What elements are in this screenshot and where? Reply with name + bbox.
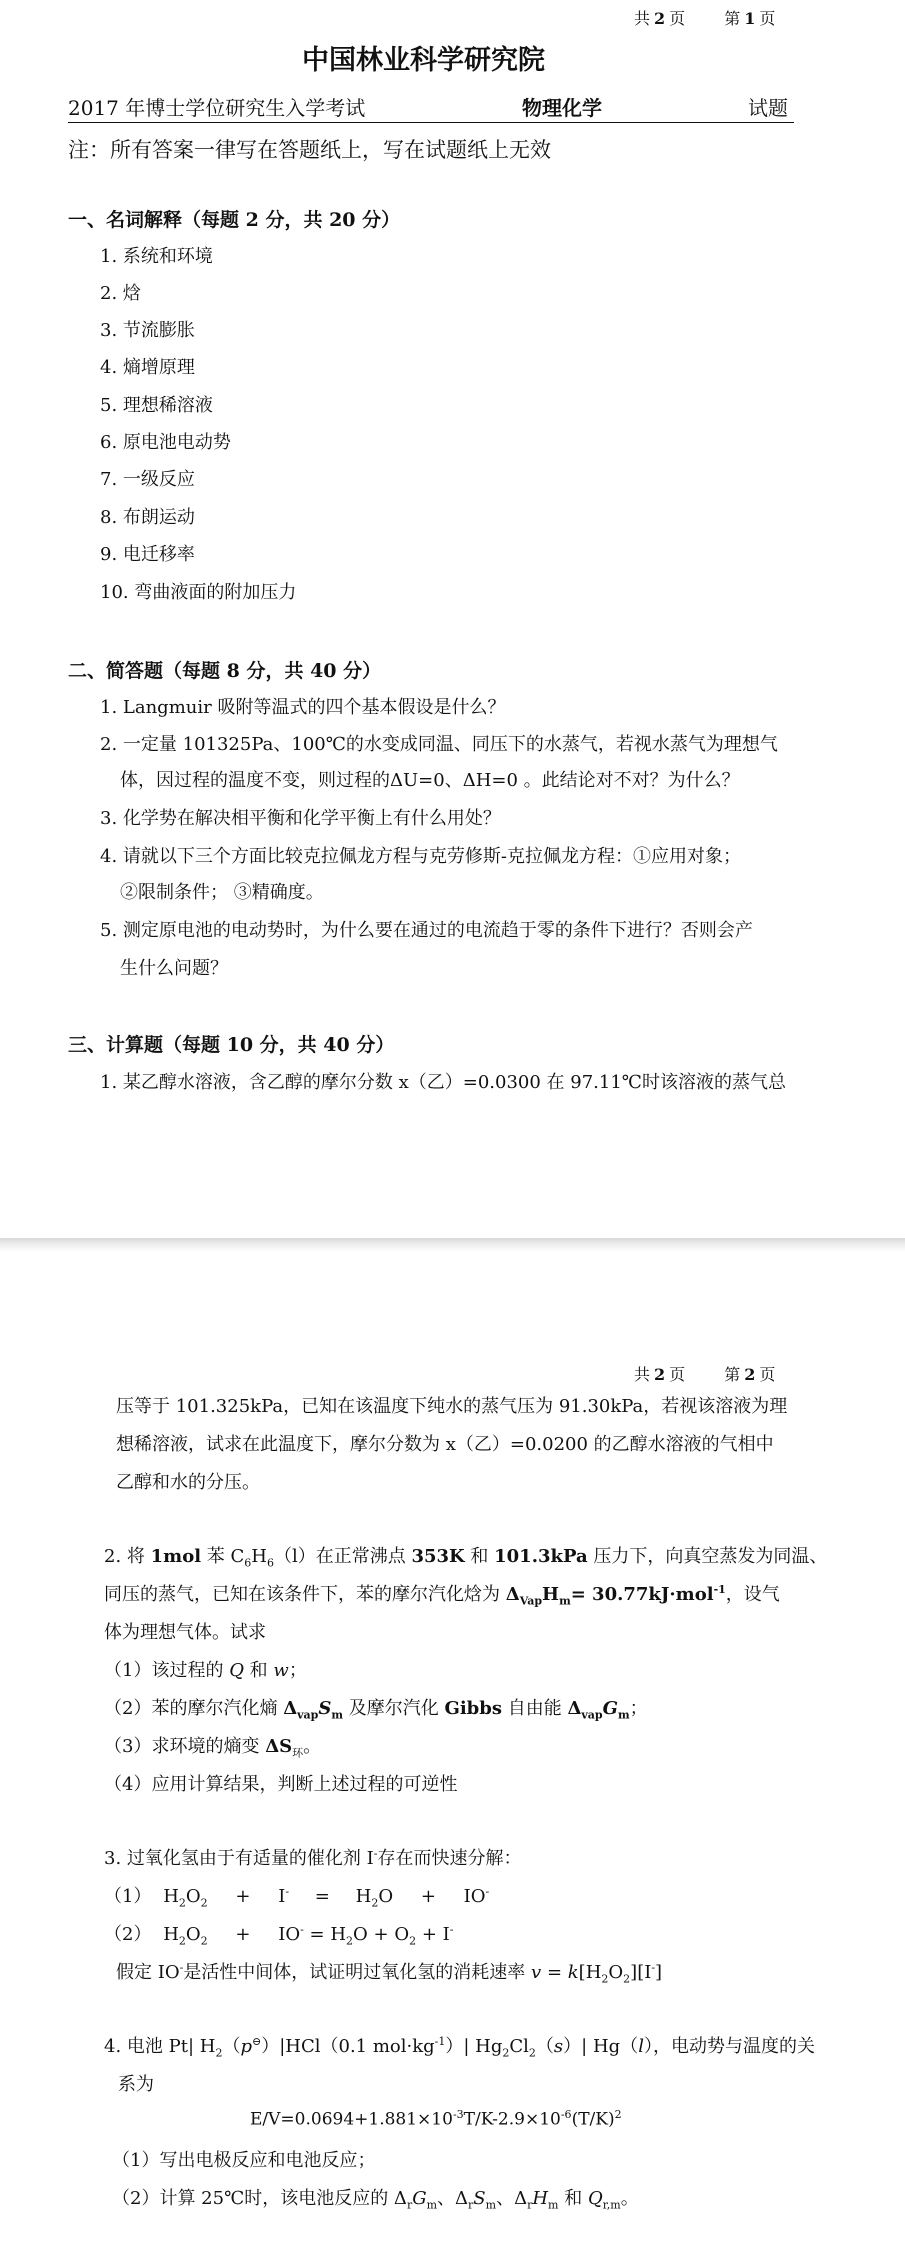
- question-line: [104, 1694, 648, 1722]
- text: O: [185, 1924, 201, 1945]
- text: = H: [303, 1924, 347, 1945]
- question-line: [112, 2184, 639, 2212]
- text: ）|HCl（0.1 mol·kg: [261, 2036, 435, 2057]
- text: 。: [620, 2188, 639, 2209]
- exam-page-2: [0, 1252, 905, 2267]
- reaction-2: [104, 1920, 453, 1948]
- text: Δ: [283, 1698, 298, 1719]
- text: S: [473, 2188, 486, 2209]
- question-line: 体为理想气体。试求: [104, 1622, 266, 1643]
- list-item: 8. 布朗运动: [100, 507, 195, 528]
- text: ；: [288, 1660, 307, 1681]
- text: 2: [623, 1972, 631, 1986]
- text: 2: [200, 1896, 208, 1910]
- text: Cl: [509, 2036, 529, 2057]
- list-item: 5. 理想稀溶液: [100, 395, 213, 416]
- text: [H: [578, 1962, 602, 1983]
- question-line: [104, 1580, 780, 1608]
- text: 页: [669, 9, 686, 28]
- text: +: [235, 1886, 251, 1907]
- text: H: [163, 1886, 179, 1907]
- question-line: 5. 测定原电池的电动势时，为什么要在通过的电流趋于零的条件下进行？否则会产: [100, 920, 753, 941]
- text: H: [355, 1886, 372, 1907]
- text: l: [638, 2036, 644, 2057]
- list-item: 3. 节流膨胀: [100, 320, 195, 341]
- text: -1: [434, 2035, 446, 2048]
- text: O + O: [353, 1924, 410, 1945]
- question-line: [104, 1542, 827, 1570]
- question-line: 体，因过程的温度不变，则过程的ΔU=0、ΔH=0 。此结论对不对？为什么？: [120, 770, 740, 791]
- text: -: [373, 1847, 378, 1860]
- text: +: [420, 1886, 436, 1907]
- text: 、Δ: [437, 2188, 469, 2209]
- text: Vap: [519, 1594, 543, 1608]
- text: = 30.77kJ·mol: [570, 1584, 714, 1605]
- text: -1: [713, 1583, 726, 1596]
- text: -: [651, 1961, 656, 1974]
- text: r: [527, 2198, 533, 2212]
- text: G: [412, 2188, 427, 2209]
- text: E/V=0.0694+1.881×10: [250, 2109, 453, 2130]
- text: ）| Hg（: [563, 2036, 639, 2057]
- text: （2）苯的摩尔汽化熵: [104, 1698, 284, 1719]
- text: 4. 电池 Pt| H: [104, 2036, 216, 2057]
- text: O: [185, 1886, 201, 1907]
- text: m: [559, 1594, 571, 1608]
- text: H: [542, 1584, 560, 1605]
- text: -: [179, 1961, 184, 1974]
- text: 假定 IO: [116, 1962, 180, 1983]
- institute-title: 中国林业科学研究院: [302, 45, 545, 76]
- text: 及摩尔汽化: [343, 1698, 445, 1719]
- text: s: [553, 2036, 564, 2057]
- text: （2）: [104, 1924, 152, 1945]
- list-item: 6. 原电池电动势: [100, 432, 231, 453]
- exam-name: 2017 年博士学位研究生入学考试: [68, 96, 366, 120]
- list-item: 9. 电迁移率: [100, 544, 195, 565]
- text: 2: [528, 2046, 536, 2060]
- text: vap: [297, 1708, 319, 1722]
- text: 353K: [411, 1546, 465, 1567]
- text: 2: [215, 2046, 223, 2060]
- text: IO: [278, 1924, 301, 1945]
- text: （: [222, 2036, 241, 2057]
- text: 页: [759, 9, 776, 28]
- text: 和: [558, 2188, 588, 2209]
- text: -: [485, 1885, 490, 1898]
- text: =: [541, 1962, 568, 1983]
- text: 2: [178, 1896, 186, 1910]
- text: 2: [371, 1896, 379, 1910]
- text: r: [406, 2198, 413, 2212]
- text: -3: [452, 2108, 464, 2121]
- text: v: [531, 1962, 542, 1983]
- list-item: 2. 焓: [100, 283, 141, 304]
- text: IO: [463, 1886, 486, 1907]
- text: ]: [655, 1962, 663, 1983]
- text: m: [485, 2198, 497, 2212]
- text: 2: [614, 2108, 622, 2121]
- list-item: 10. 弯曲液面的附加压力: [100, 582, 297, 603]
- text: 同压的蒸气，已知在该条件下，苯的摩尔汽化焓为: [104, 1584, 506, 1605]
- text: k: [567, 1962, 579, 1983]
- question-line: 系为: [118, 2074, 154, 2095]
- text: H: [532, 2188, 549, 2209]
- page-counter: [634, 6, 775, 29]
- text: 第: [724, 1365, 741, 1384]
- text: 和: [243, 1660, 274, 1681]
- text: 3. 过氧化氢由于有适量的催化剂 I: [104, 1848, 374, 1869]
- text: 存在而快速分解：: [377, 1848, 522, 1869]
- text: m: [426, 2198, 438, 2212]
- page-number: 2: [744, 1365, 756, 1384]
- section1-heading: 一、名词解释（每题 2 分，共 20 分）: [68, 209, 401, 231]
- text: r: [468, 2198, 474, 2212]
- question-line: 4. 请就以下三个方面比较克拉佩龙方程与克劳修斯-克拉佩龙方程：①应用对象；: [100, 846, 741, 867]
- text: （1）: [104, 1886, 152, 1907]
- text: 2: [601, 1972, 609, 1986]
- text: ），电动势与温度的关: [643, 2036, 815, 2057]
- text: 和: [464, 1546, 495, 1567]
- text: w: [273, 1660, 289, 1681]
- question-line: [116, 1958, 662, 1986]
- text: (T/K): [571, 2109, 615, 2130]
- exam-header-row: [68, 92, 794, 123]
- text: 是活性中间体，试证明过氧化氢的消耗速率: [183, 1962, 532, 1983]
- list-item: 4. 熵增原理: [100, 357, 195, 378]
- text: 101.3kPa: [494, 1546, 588, 1567]
- text: + I: [416, 1924, 450, 1945]
- text: H: [251, 1546, 267, 1567]
- section2-heading: 二、简答题（每题 8 分，共 40 分）: [68, 660, 382, 682]
- text: I: [278, 1886, 286, 1907]
- list-item: 1. 系统和环境: [100, 246, 213, 267]
- text: ）| Hg: [445, 2036, 503, 2057]
- text: （3）求环境的熵变: [104, 1736, 266, 1757]
- text: ][I: [630, 1962, 652, 1983]
- page-divider: [0, 1238, 905, 1252]
- text: Q: [229, 1660, 244, 1681]
- text: 、Δ: [496, 2188, 528, 2209]
- text: 1mol: [150, 1546, 202, 1567]
- text: p: [240, 2036, 252, 2057]
- question-line: 乙醇和水的分压。: [116, 1472, 260, 1493]
- text: Δ: [567, 1698, 582, 1719]
- total-pages: 2: [654, 1365, 666, 1384]
- text: m: [331, 1708, 344, 1722]
- text: 自由能: [501, 1698, 568, 1719]
- text: 2: [178, 1934, 186, 1948]
- question-line: [104, 1844, 521, 1870]
- text: 2: [346, 1934, 354, 1948]
- question-line: [104, 1656, 307, 1682]
- list-item: 7. 一级反应: [100, 469, 195, 490]
- text: 。: [303, 1736, 322, 1757]
- question-line: 1. Langmuir 吸附等温式的四个基本假设是什么？: [100, 697, 506, 718]
- text: 6: [266, 1556, 274, 1570]
- text: 6: [244, 1556, 252, 1570]
- text: 页: [669, 1365, 686, 1384]
- text: Q: [587, 2188, 603, 2209]
- text: （: [535, 2036, 554, 2057]
- text: m: [548, 2198, 559, 2212]
- text: O: [378, 1886, 394, 1907]
- text: 2: [502, 2046, 510, 2060]
- question-line: （1）写出电极反应和电池反应；: [112, 2150, 376, 2171]
- text: -: [300, 1923, 304, 1936]
- text: r,m: [602, 2198, 621, 2212]
- question-line: 生什么问题？: [120, 958, 228, 979]
- text: S: [318, 1698, 332, 1719]
- text: -: [449, 1923, 454, 1936]
- exam-subject: 物理化学: [522, 96, 602, 120]
- text: 环: [292, 1746, 304, 1760]
- question-line: （4）应用计算结果，判断上述过程的可逆性: [104, 1774, 458, 1795]
- text: ；: [629, 1698, 648, 1719]
- question-line: 压等于 101.325kPa，已知在该温度下纯水的蒸气压为 91.30kPa，若视该溶液为理: [116, 1396, 788, 1417]
- question-line: [104, 2032, 815, 2060]
- text: =: [314, 1886, 330, 1907]
- text: O: [608, 1962, 624, 1983]
- emf-equation: [250, 2108, 622, 2130]
- text: +: [235, 1924, 251, 1945]
- text: -6: [560, 2108, 572, 2121]
- text: ，设气: [725, 1584, 780, 1605]
- text: 压力下，向真空蒸发为同温、: [587, 1546, 828, 1567]
- text: 2. 将: [104, 1546, 151, 1567]
- text: H: [163, 1924, 179, 1945]
- text: Δ: [505, 1584, 520, 1605]
- text: T/K-2.9×10: [463, 2109, 561, 2130]
- text: 共: [634, 1365, 651, 1384]
- text: 2: [200, 1934, 208, 1948]
- text: 共: [634, 9, 651, 28]
- question-line: 1. 某乙醇水溶液，含乙醇的摩尔分数 x（乙）=0.0300 在 97.11℃时该溶液的蒸气总: [100, 1072, 786, 1093]
- text: -: [285, 1885, 290, 1898]
- page-counter: [634, 1362, 775, 1385]
- text: 第: [724, 9, 741, 28]
- section3-heading: 三、计算题（每题 10 分，共 40 分）: [68, 1034, 395, 1056]
- text: G: [602, 1698, 618, 1719]
- reaction-1: [104, 1882, 489, 1910]
- total-pages: 2: [654, 9, 666, 28]
- text: 页: [759, 1365, 776, 1384]
- text: ⊖: [251, 2035, 262, 2048]
- exam-paper-label: 试题: [748, 96, 788, 120]
- question-line: 3. 化学势在解决相平衡和化学平衡上有什么用处？: [100, 808, 501, 829]
- text: Gibbs: [444, 1698, 502, 1719]
- text: （1）该过程的: [104, 1660, 230, 1681]
- text: （2）计算 25℃时，该电池反应的 Δ: [112, 2188, 407, 2209]
- text: m: [618, 1708, 630, 1722]
- notice: 注：所有答案一律写在答题纸上，写在试题纸上无效: [68, 138, 551, 162]
- text: 2: [409, 1934, 417, 1948]
- page-number: 1: [744, 9, 756, 28]
- text: ΔS: [265, 1736, 293, 1757]
- question-line: 想稀溶液，试求在此温度下，摩尔分数为 x（乙）=0.0200 的乙醇水溶液的气相中: [116, 1434, 774, 1455]
- question-line: [104, 1732, 321, 1761]
- question-line: 2. 一定量 101325Pa、100℃的水变成同温、同压下的水蒸气，若视水蒸气为理想气: [100, 734, 778, 755]
- text: （l）在正常沸点: [273, 1546, 412, 1567]
- text: vap: [581, 1708, 603, 1722]
- text: 苯 C: [201, 1546, 245, 1567]
- question-line: ②限制条件； ③精确度。: [120, 882, 324, 903]
